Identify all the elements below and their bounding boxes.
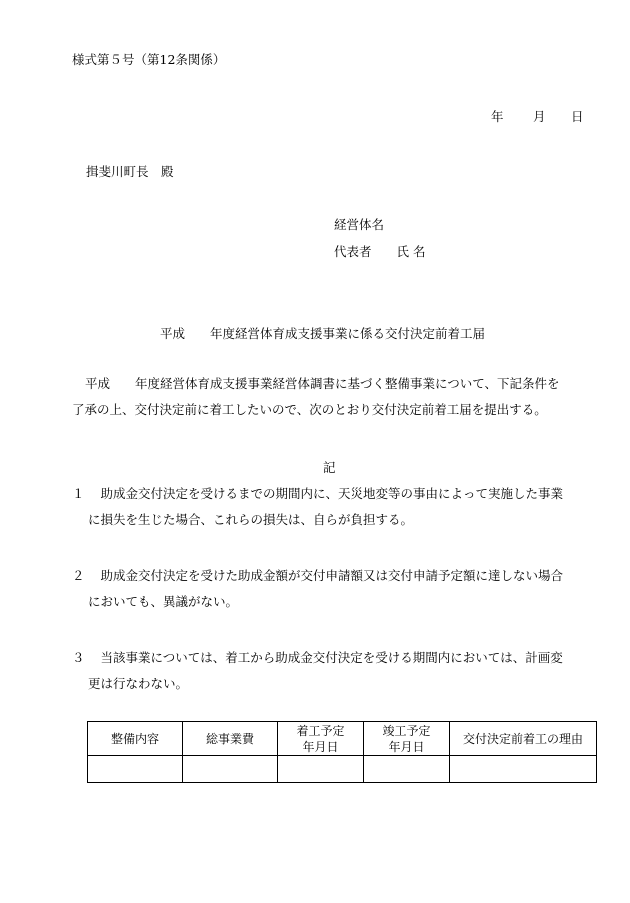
date-day: 日 [571, 109, 584, 124]
condition-text: 当該事業については、着工から助成金交付決定を受ける期間内においては、計画変 [100, 650, 563, 665]
condition-number: １ [72, 486, 85, 501]
table-cell[interactable] [88, 756, 183, 783]
header-total-cost: 総事業費 [183, 722, 278, 756]
condition-item [72, 481, 563, 533]
table-cell[interactable] [278, 756, 364, 783]
condition-text: 更は行なわない。 [88, 676, 189, 691]
condition-text: においても、異議がない。 [88, 594, 239, 609]
business-name-label: 経営体名 [334, 217, 385, 232]
ki-heading: 記 [323, 460, 336, 475]
table-header-row [88, 722, 597, 756]
condition-item [72, 563, 563, 615]
table-cell[interactable] [364, 756, 450, 783]
construction-table [87, 721, 597, 783]
intro-line: 平成 年度経営体育成支援事業経営体調書に基づく整備事業について、下記条件を [85, 376, 560, 391]
condition-text: 助成金交付決定を受けるまでの期間内に、天災地変等の事由によって実施した事業 [100, 486, 564, 501]
condition-number: ２ [72, 568, 85, 583]
date-month: 月 [533, 109, 546, 124]
addressee: 揖斐川町長 殿 [86, 164, 174, 179]
table-cell[interactable] [450, 756, 597, 783]
header-completion-date: 竣工予定 年月日 [364, 722, 450, 756]
document-title: 平成 年度経営体育成支援事業に係る交付決定前着工届 [160, 326, 486, 341]
condition-number: ３ [72, 650, 85, 665]
header-reason: 交付決定前着工の理由 [450, 722, 597, 756]
intro-line: 了承の上、交付決定前に着工したいので、次のとおり交付決定前着工届を提出する。 [72, 402, 547, 417]
intro-paragraph [72, 371, 560, 423]
header-start-date: 着工予定 年月日 [278, 722, 364, 756]
form-id: 様式第５号（第12条関係） [72, 52, 226, 67]
date-year: 年 [491, 109, 504, 124]
condition-text: 助成金交付決定を受けた助成金額が交付申請額又は交付申請予定額に達しない場合 [100, 568, 564, 583]
condition-item [72, 645, 563, 697]
condition-text: に損失を生じた場合、これらの損失は、自らが負担する。 [88, 512, 414, 527]
table-row [88, 756, 597, 783]
table-cell[interactable] [183, 756, 278, 783]
representative-label: 代表者 氏 名 [334, 244, 426, 259]
header-maintenance-content: 整備内容 [88, 722, 183, 756]
